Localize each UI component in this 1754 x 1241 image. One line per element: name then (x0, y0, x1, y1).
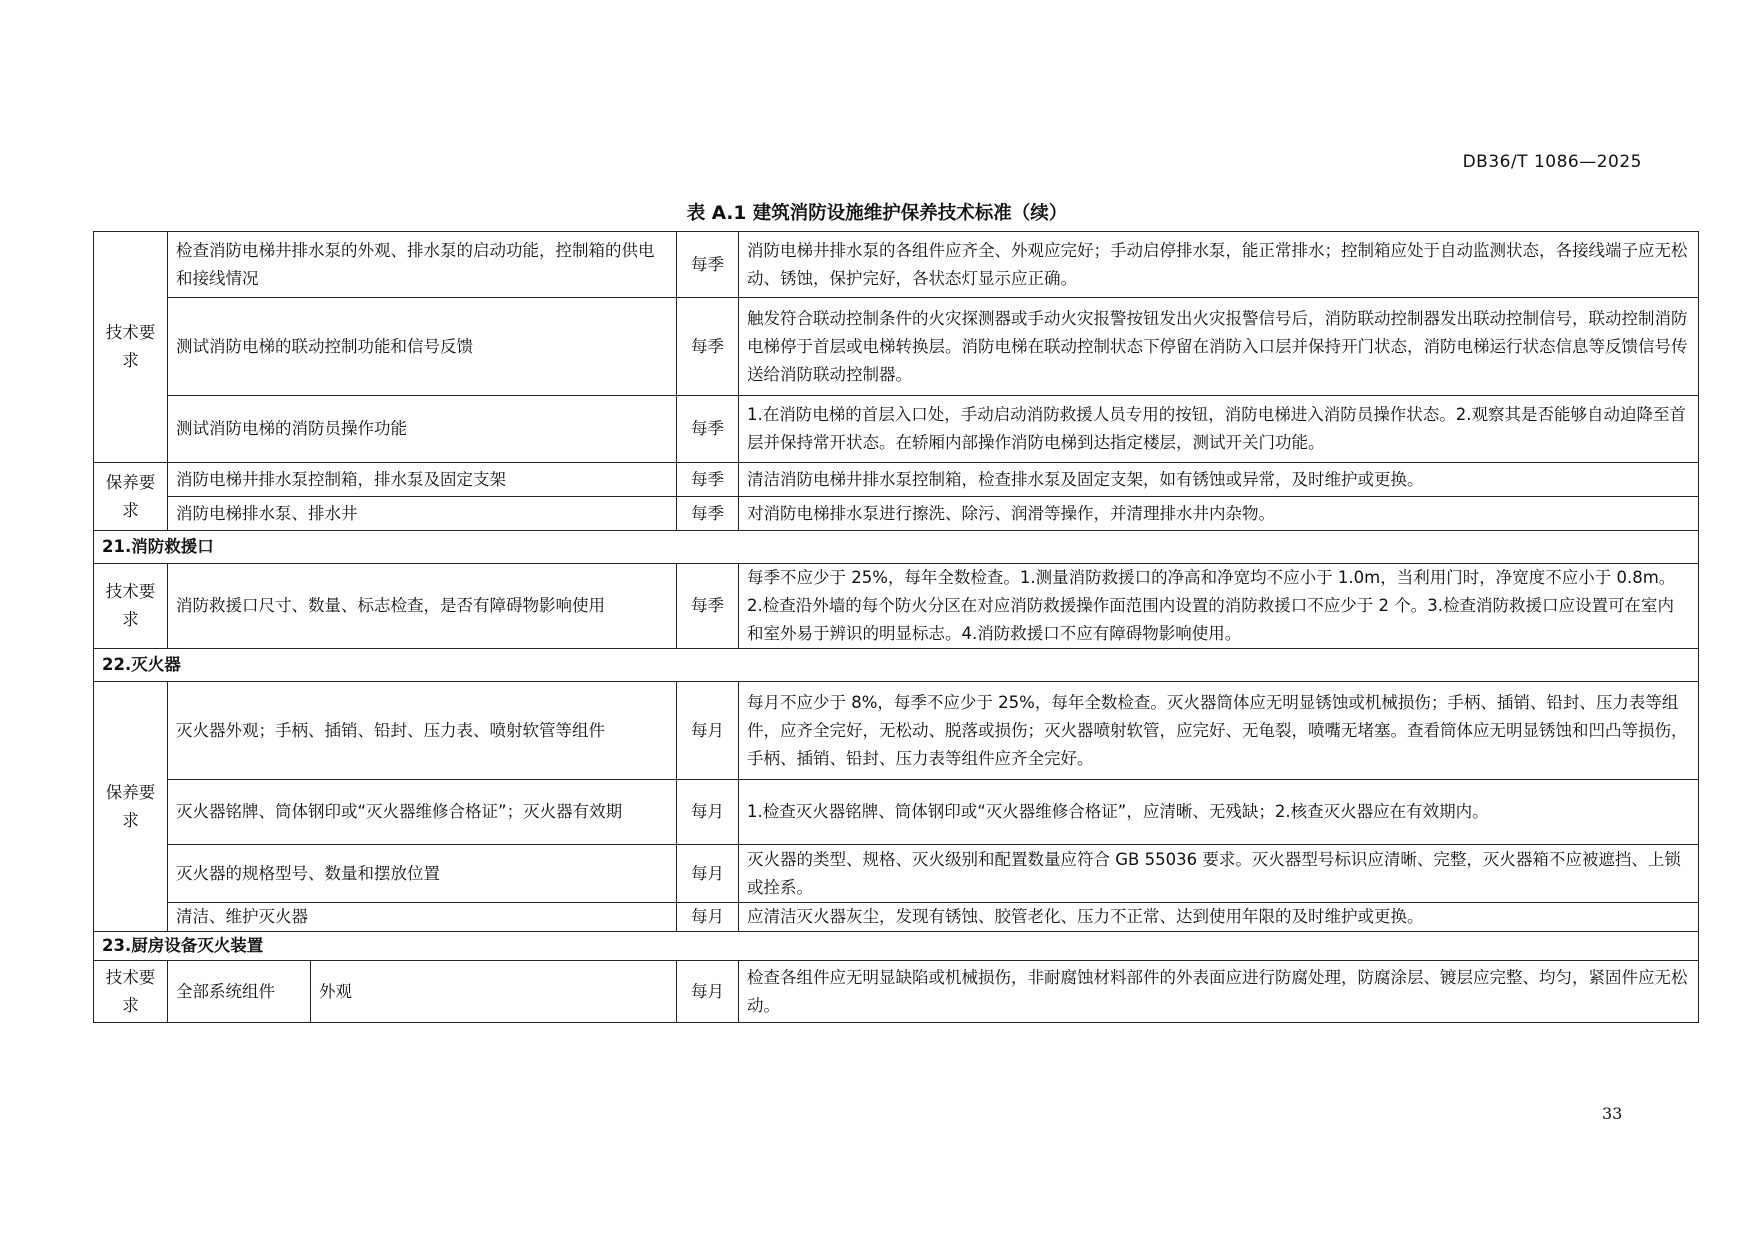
item-cell: 灭火器铭牌、筒体钢印或“灭火器维修合格证”；灭火器有效期 (168, 780, 677, 845)
frequency-cell: 每季 (677, 298, 739, 396)
item-cell: 消防救援口尺寸、数量、标志检查，是否有障碍物影响使用 (168, 564, 677, 649)
table-row (94, 682, 1699, 780)
frequency-cell: 每季 (677, 564, 739, 649)
section-heading: 22.灭火器 (94, 649, 1699, 682)
item-cell: 检查消防电梯井排水泵的外观、排水泵的启动功能，控制箱的供电和接线情况 (168, 232, 677, 298)
frequency-cell: 每月 (677, 961, 739, 1023)
item-cell: 测试消防电梯的消防员操作功能 (168, 396, 677, 463)
sub-item-cell: 外观 (311, 961, 677, 1023)
table-row (94, 903, 1699, 932)
requirement-cell: 每月不应少于 8%，每季不应少于 25%，每年全数检查。灭火器筒体应无明显锈蚀或机械损伤；手柄、插销、铅封、压力表等组件，应齐全完好，无松动、脱落或损伤；灭火器喷射软管，应完好、无龟裂，喷嘴无堵塞。查看筒体应无明显锈蚀和凹凸等损伤，手柄、插销、铅封、压力表等组件应齐全完好。 (739, 682, 1699, 780)
requirement-cell: 1.检查灭火器铭牌、筒体钢印或“灭火器维修合格证”，应清晰、无残缺；2.核查灭火器应在有效期内。 (739, 780, 1699, 845)
requirement-cell: 每季不应少于 25%，每年全数检查。1.测量消防救援口的净高和净宽均不应小于 1.0m，当利用门时，净宽度不应小于 0.8m。2.检查沿外墙的每个防火分区在对应消防救援操作面范围内设置的消防救援口不应少于 2 个。3.检查消防救援口应设置可在室内和室外易于辨识的明显标志。4.消防救援口不应有障碍物影响使用。 (739, 564, 1699, 649)
table-row (94, 396, 1699, 463)
maintenance-standard-table (93, 231, 1699, 1023)
item-cell: 清洁、维护灭火器 (168, 903, 677, 932)
table-row (94, 463, 1699, 497)
section-row (94, 649, 1699, 682)
frequency-cell: 每月 (677, 682, 739, 780)
item-cell: 灭火器外观；手柄、插销、铅封、压力表、喷射软管等组件 (168, 682, 677, 780)
table-row (94, 232, 1699, 298)
frequency-cell: 每月 (677, 903, 739, 932)
section-heading: 21.消防救援口 (94, 531, 1699, 564)
item-cell: 消防电梯井排水泵控制箱，排水泵及固定支架 (168, 463, 677, 497)
frequency-cell: 每季 (677, 497, 739, 531)
frequency-cell: 每月 (677, 780, 739, 845)
category-cell: 技术要求 (94, 961, 168, 1023)
table-row (94, 298, 1699, 396)
category-cell: 技术要求 (94, 564, 168, 649)
item-cell: 测试消防电梯的联动控制功能和信号反馈 (168, 298, 677, 396)
requirement-cell: 消防电梯井排水泵的各组件应齐全、外观应完好；手动启停排水泵，能正常排水；控制箱应处于自动监测状态，各接线端子应无松动、锈蚀，保护完好，各状态灯显示应正确。 (739, 232, 1699, 298)
requirement-cell: 检查各组件应无明显缺陷或机械损伤，非耐腐蚀材料部件的外表面应进行防腐处理，防腐涂层、镀层应完整、均匀，紧固件应无松动。 (739, 961, 1699, 1023)
requirement-cell: 对消防电梯排水泵进行擦洗、除污、润滑等操作，并清理排水井内杂物。 (739, 497, 1699, 531)
frequency-cell: 每季 (677, 232, 739, 298)
section-heading: 23.厨房设备灭火装置 (94, 932, 1699, 961)
requirement-cell: 1.在消防电梯的首层入口处，手动启动消防救援人员专用的按钮，消防电梯进入消防员操作状态。2.观察其是否能够自动迫降至首层并保持常开状态。在轿厢内部操作消防电梯到达指定楼层，测试开关门功能。 (739, 396, 1699, 463)
table-row (94, 780, 1699, 845)
requirement-cell: 清洁消防电梯井排水泵控制箱，检查排水泵及固定支架，如有锈蚀或异常，及时维护或更换。 (739, 463, 1699, 497)
category-cell: 保养要求 (94, 463, 168, 531)
section-row (94, 932, 1699, 961)
page-number: 33 (1602, 1104, 1623, 1123)
frequency-cell: 每季 (677, 463, 739, 497)
requirement-cell: 应清洁灭火器灰尘，发现有锈蚀、胶管老化、压力不正常、达到使用年限的及时维护或更换。 (739, 903, 1699, 932)
table-title: 表 A.1 建筑消防设施维护保养技术标准（续） (686, 203, 1068, 224)
document-code: DB36/T 1086—2025 (1462, 152, 1642, 172)
section-row (94, 531, 1699, 564)
table-row (94, 564, 1699, 649)
requirement-cell: 触发符合联动控制条件的火灾探测器或手动火灾报警按钮发出火灾报警信号后，消防联动控制器发出联动控制信号，联动控制消防电梯停于首层或电梯转换层。消防电梯在联动控制状态下停留在消防入口层并保持开门状态，消防电梯运行状态信息等反馈信号传送给消防联动控制器。 (739, 298, 1699, 396)
item-cell: 消防电梯排水泵、排水井 (168, 497, 677, 531)
requirement-cell: 灭火器的类型、规格、灭火级别和配置数量应符合 GB 55036 要求。灭火器型号标识应清晰、完整，灭火器箱不应被遮挡、上锁或拴系。 (739, 845, 1699, 903)
category-cell: 技术要求 (94, 232, 168, 463)
item-cell: 全部系统组件 (168, 961, 311, 1023)
frequency-cell: 每月 (677, 845, 739, 903)
table-row (94, 497, 1699, 531)
table-row (94, 961, 1699, 1023)
item-cell: 灭火器的规格型号、数量和摆放位置 (168, 845, 677, 903)
frequency-cell: 每季 (677, 396, 739, 463)
table-row (94, 845, 1699, 903)
category-cell: 保养要求 (94, 682, 168, 932)
